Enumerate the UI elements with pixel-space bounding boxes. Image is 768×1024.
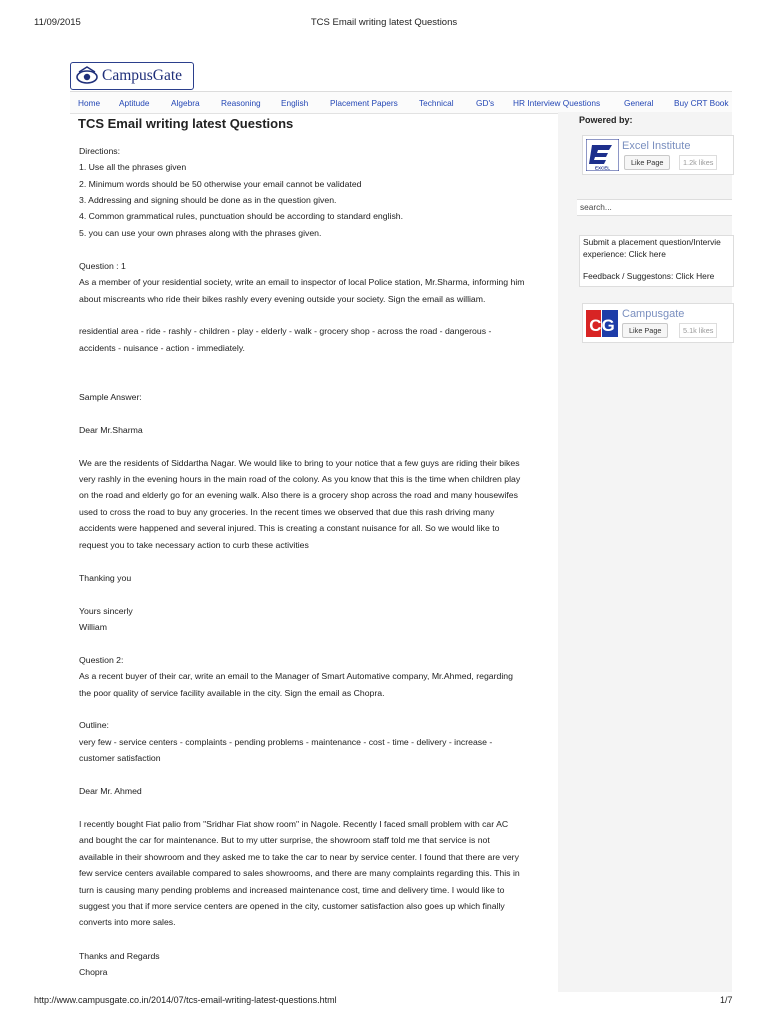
nav-gds[interactable]: GD's xyxy=(476,98,495,108)
direction-item: 2. Minimum words should be 50 otherwise your email cannot be validated xyxy=(79,179,362,189)
svg-text:EXCEL: EXCEL xyxy=(594,165,611,171)
answer-1-closing: Yours sincerly xyxy=(79,606,133,616)
question-2-phrases: customer satisfaction xyxy=(79,753,161,763)
question-2-text: As a recent buyer of their car, write an email to the Manager of Smart Automative company, Mr.Ahmed, regarding xyxy=(79,671,513,681)
sample-answer-label: Sample Answer: xyxy=(79,392,142,402)
question-1-phrases: residential area - ride - rashly - children - play - elderly - walk - grocery shop - across the road - dangerous - xyxy=(79,326,492,336)
submit-placement-link[interactable]: Submit a placement question/Intervie xyxy=(583,237,721,247)
nav-algebra[interactable]: Algebra xyxy=(171,98,200,108)
answer-1-body: We are the residents of Siddartha Nagar. We would like to bring to your notice that a few guys are riding their bikes xyxy=(79,458,520,468)
direction-item: 4. Common grammatical rules, punctuation should be according to standard english. xyxy=(79,211,404,221)
post-title: TCS Email writing latest Questions xyxy=(78,116,294,131)
answer-1-thanking: Thanking you xyxy=(79,573,132,583)
answer-2-body: suggest you that if more service centers are opened in the city, customer satisfaction also goes up which finally xyxy=(79,901,505,911)
campusgate-page-name[interactable]: Campusgate xyxy=(622,308,685,320)
excel-page-widget xyxy=(582,135,734,175)
answer-2-signature: Chopra xyxy=(79,967,108,977)
answer-2-closing: Thanks and Regards xyxy=(79,951,160,961)
question-2-text: the poor quality of service facility available in the city. Sign the email as Chopra. xyxy=(79,688,385,698)
nav-technical[interactable]: Technical xyxy=(419,98,454,108)
answer-2-salutation: Dear Mr. Ahmed xyxy=(79,786,142,796)
submit-placement-link[interactable]: experience: Click here xyxy=(583,248,666,259)
cg-logo-icon xyxy=(585,306,619,340)
print-url: http://www.campusgate.co.in/2014/07/tcs-email-writing-latest-questions.html xyxy=(34,995,337,1005)
answer-2-body: turn is causing many pending problems and increased maintenance cost, time and delivery time. I would like to xyxy=(79,885,505,895)
main-nav xyxy=(70,91,732,114)
campusgate-like-button[interactable]: Like Page xyxy=(622,323,668,338)
direction-item: 5. you can use your own phrases along with the phrases given. xyxy=(79,228,322,238)
search-placeholder: search... xyxy=(580,202,612,212)
answer-2-body: I recently bought Fiat palio from "Sridhar Fiat show room" in Nagole. Recently I faced small problem with car AC xyxy=(79,819,509,829)
excel-page-name[interactable]: Excel Institute xyxy=(622,140,691,152)
answer-1-body: accidents were happened and several injured. This is creating a constant nuisance for all. So we would like to xyxy=(79,523,500,533)
question-2-phrases: very few - service centers - complaints - pending problems - maintenance - cost - time - delivery - increase - xyxy=(79,737,493,747)
nav-home[interactable]: Home xyxy=(78,98,101,108)
site-logo[interactable] xyxy=(70,62,194,90)
question-1-phrases: accidents - nuisance - action - immediately. xyxy=(79,343,245,353)
question-1-text: about miscreants who ride their bikes rashly every evening outside your society. Sign the email as william. xyxy=(79,294,486,304)
feedback-link[interactable]: Feedback / Suggestons: Click Here xyxy=(583,271,715,281)
campusgate-logo-icon xyxy=(75,66,99,86)
powered-by-label: Powered by: xyxy=(579,115,633,125)
nav-general[interactable]: General xyxy=(624,98,654,108)
print-page-title: TCS Email writing latest Questions xyxy=(310,17,458,28)
answer-2-body: few service centers available compared to sales showrooms, and there are many complaints regarding this. This in xyxy=(79,868,520,878)
print-page-number: 1/7 xyxy=(720,995,733,1005)
nav-reasoning[interactable]: Reasoning xyxy=(221,98,261,108)
outline-label: Outline: xyxy=(79,720,109,730)
answer-2-body: available in their showroom and they asked me to take the car to near by service center. I found that there are very xyxy=(79,852,519,862)
svg-text:CG: CG xyxy=(589,316,615,335)
direction-item: 3. Addressing and signing should be done as in the question given. xyxy=(79,195,337,205)
answer-1-signature: William xyxy=(79,622,107,632)
nav-buy-crt-book[interactable]: Buy CRT Book xyxy=(674,98,729,108)
answer-1-body: request you to take necessary action to curb these activities xyxy=(79,540,309,550)
answer-1-body: used to cross the road to buy any groceries. In the recent times we observed that due this rash driving many xyxy=(79,507,495,517)
nav-placement-papers[interactable]: Placement Papers xyxy=(330,98,398,108)
answer-1-body: very rashly in the evening hours in the main road of the colony. As you know that this is the time when children play xyxy=(79,474,521,484)
answer-2-body: and bought the car for maintenance. But to my utter surprise, the showroom staff told me that service is not xyxy=(79,835,490,845)
direction-item: 1. Use all the phrases given xyxy=(79,162,187,172)
submit-question-box xyxy=(579,235,734,287)
nav-english[interactable]: English xyxy=(281,98,309,108)
nav-hr-interview[interactable]: HR Interview Questions xyxy=(513,98,601,108)
excel-like-count: 1.2k likes xyxy=(679,155,717,170)
logo-text: CampusGate xyxy=(102,67,183,84)
question-1-label: Question : 1 xyxy=(79,261,126,271)
question-1-text: As a member of your residential society, write an email to inspector of local Police station, Mr.Sharma, informing him xyxy=(79,277,525,287)
nav-aptitude[interactable]: Aptitude xyxy=(119,98,150,108)
campusgate-like-count: 5.1k likes xyxy=(679,323,717,338)
excel-like-button[interactable]: Like Page xyxy=(624,155,670,170)
directions-label: Directions: xyxy=(79,146,121,156)
question-2-label: Question 2: xyxy=(79,655,124,665)
sidebar-search-input[interactable] xyxy=(577,199,732,216)
answer-1-body: on the road and elderly go for an evening walk. Also there is a grocery shop across the road and many housewifes xyxy=(79,490,518,500)
campusgate-page-widget xyxy=(582,303,734,343)
print-date: 11/09/2015 xyxy=(34,17,81,28)
excel-logo-icon xyxy=(586,139,619,171)
answer-2-body: converts into more sales. xyxy=(79,917,176,927)
answer-1-salutation: Dear Mr.Sharma xyxy=(79,425,143,435)
